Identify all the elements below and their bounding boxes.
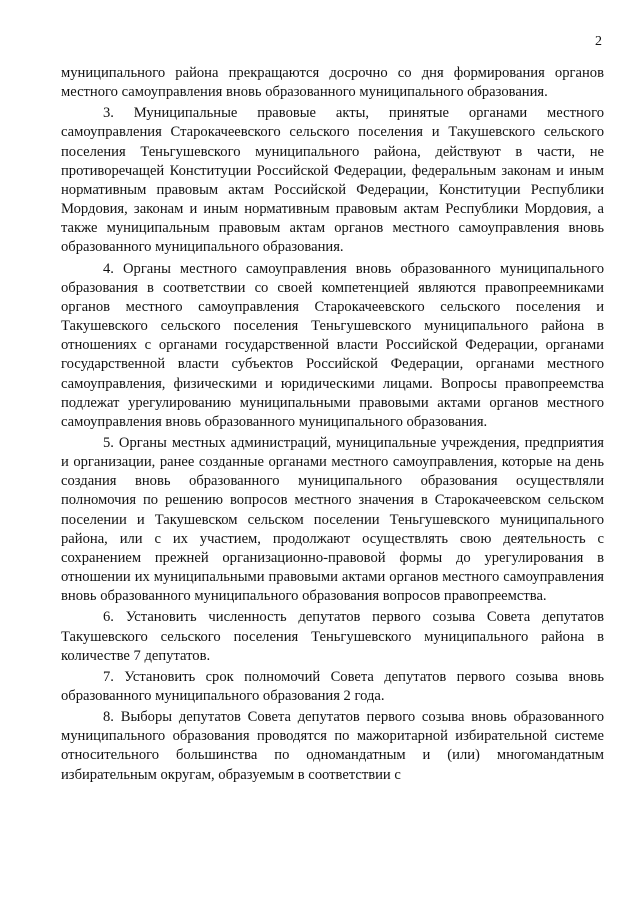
paragraph-8: 8. Выборы депутатов Совета депутатов первого созыва вновь образованного муниципального образования проводятся по мажоритарной избирательной системе относительного большинства по одномандатным и (или) многомандатным избирательным округам, образуемым в соответствии с	[61, 709, 604, 783]
document-body	[61, 64, 604, 787]
paragraph-3: 3. Муниципальные правовые акты, принятые органами местного самоуправления Старокачеевского сельского поселения и Такушевского сельского поселения Теньгушевского муниципального района, действуют в части, не противоречащей Конституции Российской Федерации, федеральным законам и иным нормативным правовым актам Российской Федерации, Конституции Республики Мордовия, законам и иным нормативным правовым актам Республики Мордовия, а также муниципальным правовым актам органов местного самоуправления вновь образованного муниципального образования.	[61, 105, 604, 256]
paragraph-4: 4. Органы местного самоуправления вновь образованного муниципального образования в соответствии со своей компетенцией являются правопреемниками органов местного самоуправления Старокачеевского сельского поселения и Такушевского сельского поселения Теньгушевского муниципального района в отношениях с органами государственной власти Российской Федерации, органами государственной власти субъектов Российской Федерации, органами местного самоуправления, физическими и юридическими лицами. Вопросы правопреемства подлежат урегулированию муниципальными правовыми актами органов местного самоуправления вновь образованного муниципального образования.	[61, 260, 604, 430]
paragraph-continuation: муниципального района прекращаются досрочно со дня формирования органов местного самоуправления вновь образованного муниципального образования.	[61, 65, 604, 101]
page-number: 2	[595, 34, 602, 49]
paragraph-5: 5. Органы местных администраций, муниципальные учреждения, предприятия и организации, ранее созданные органами местного самоуправления, которые на день создания вновь образованного муниципального образования осуществляли полномочия по решению вопросов местного значения в Старокачеевском сельском поселении и Такушевском сельском поселении Теньгушевского муниципального района, или с их участием, продолжают осуществлять свою деятельность с сохранением прежней организационно-правовой формы до урегулирования в отношении их муниципальными правовыми актами органов местного самоуправления вновь образованного муниципального образования вопросов правопреемства.	[61, 434, 604, 605]
paragraph-6: 6. Установить численность депутатов первого созыва Совета депутатов Такушевского сельского поселения Теньгушевского муниципального района в количестве 7 депутатов.	[61, 609, 604, 664]
paragraph-7: 7. Установить срок полномочий Совета депутатов первого созыва вновь образованного муниципального образования 2 года.	[61, 668, 604, 704]
